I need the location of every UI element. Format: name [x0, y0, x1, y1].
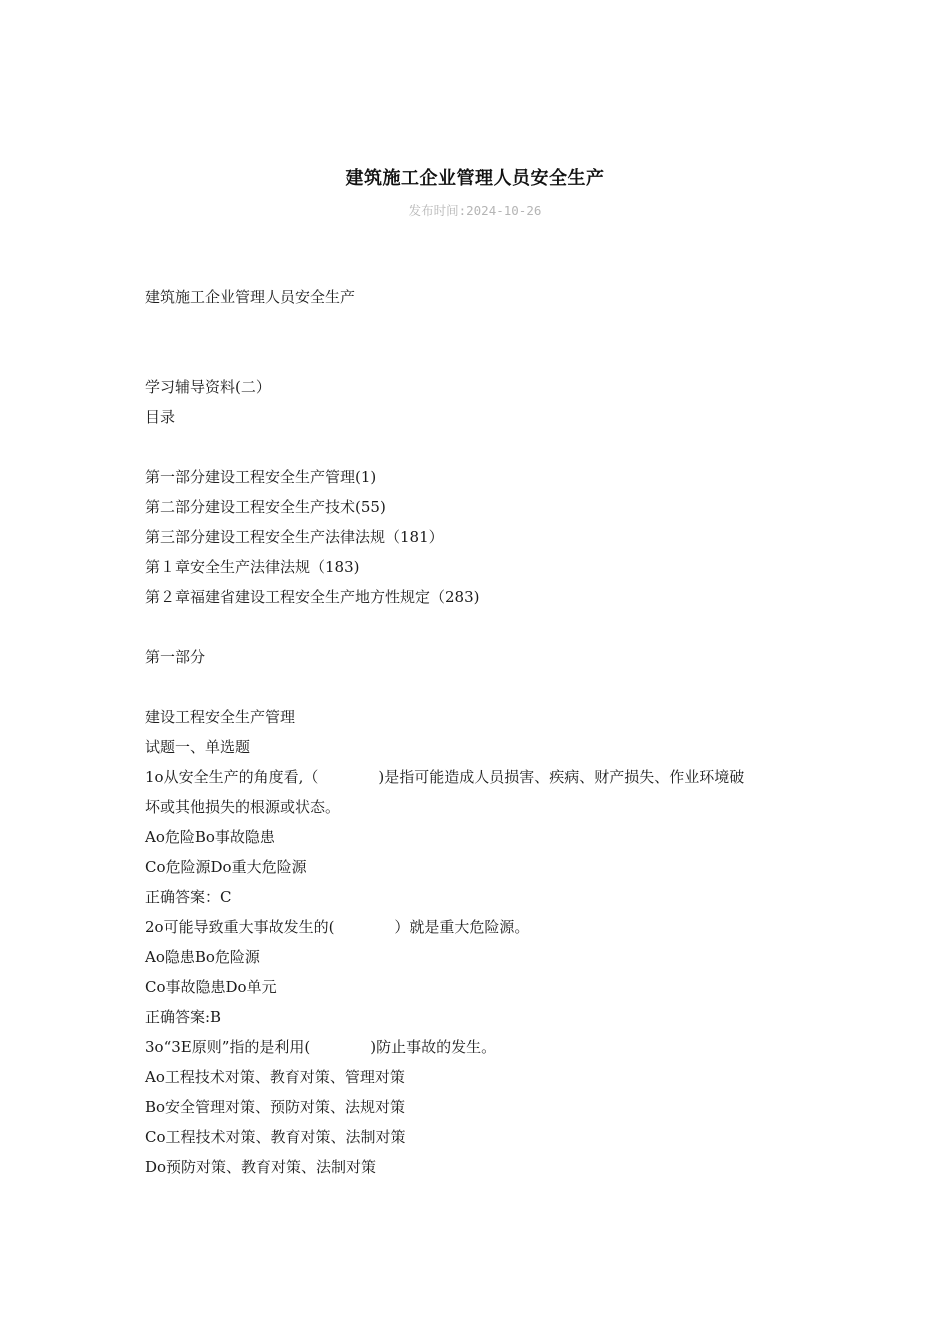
toc-item: 第２章福建省建设工程安全生产地方性规定（283) — [145, 588, 480, 606]
toc-item: 第三部分建设工程安全生产法律法规（181） — [145, 528, 444, 546]
question-1-options: Ao危险Bo事故隐患 — [145, 828, 275, 846]
question-3-option: Bo安全管理对策、预防对策、法规对策 — [145, 1098, 406, 1116]
question-2-options: Co事故隐患Do单元 — [145, 978, 277, 996]
section-heading: 试题一、单选题 — [145, 738, 251, 756]
part-title: 建设工程安全生产管理 — [145, 708, 296, 726]
question-1-stem-cont: 坏或其他损失的根源或状态。 — [145, 798, 341, 816]
question-1-stem: 1o从安全生产的角度看,（ )是指可能造成人员损害、疾病、财产损失、作业环境破 — [145, 768, 745, 786]
toc-item: 第１章安全生产法律法规（183) — [145, 558, 360, 576]
question-3-option: Co工程技术对策、教育对策、法制对策 — [145, 1128, 406, 1146]
question-2-answer: 正确答案:B — [145, 1008, 222, 1026]
toc-heading: 目录 — [145, 408, 176, 426]
question-1-answer: 正确答案：C — [145, 888, 232, 906]
document-title: 建筑施工企业管理人员安全生产 — [345, 168, 605, 189]
toc-item: 第二部分建设工程安全生产技术(55) — [145, 498, 386, 516]
question-3-option: Do预防对策、教育对策、法制对策 — [145, 1158, 377, 1176]
document-body — [145, 282, 815, 1182]
part-heading: 第一部分 — [145, 648, 206, 666]
question-3-stem: 3o“3E原则”指的是利用( )防止事故的发生。 — [145, 1038, 497, 1056]
question-3-option: Ao工程技术对策、教育对策、管理对策 — [145, 1068, 405, 1086]
question-2-stem: 2o可能导致重大事故发生的( ）就是重大危险源。 — [145, 918, 530, 936]
question-2-options: Ao隐患Bo危险源 — [145, 948, 260, 966]
toc-item: 第一部分建设工程安全生产管理(1) — [145, 468, 377, 486]
question-1-options: Co危险源Do重大危险源 — [145, 858, 307, 876]
intro-title: 建筑施工企业管理人员安全生产 — [145, 288, 356, 306]
publish-date: 发布时间:2024-10-26 — [408, 203, 542, 218]
subtitle: 学习辅导资料(二） — [145, 378, 271, 396]
